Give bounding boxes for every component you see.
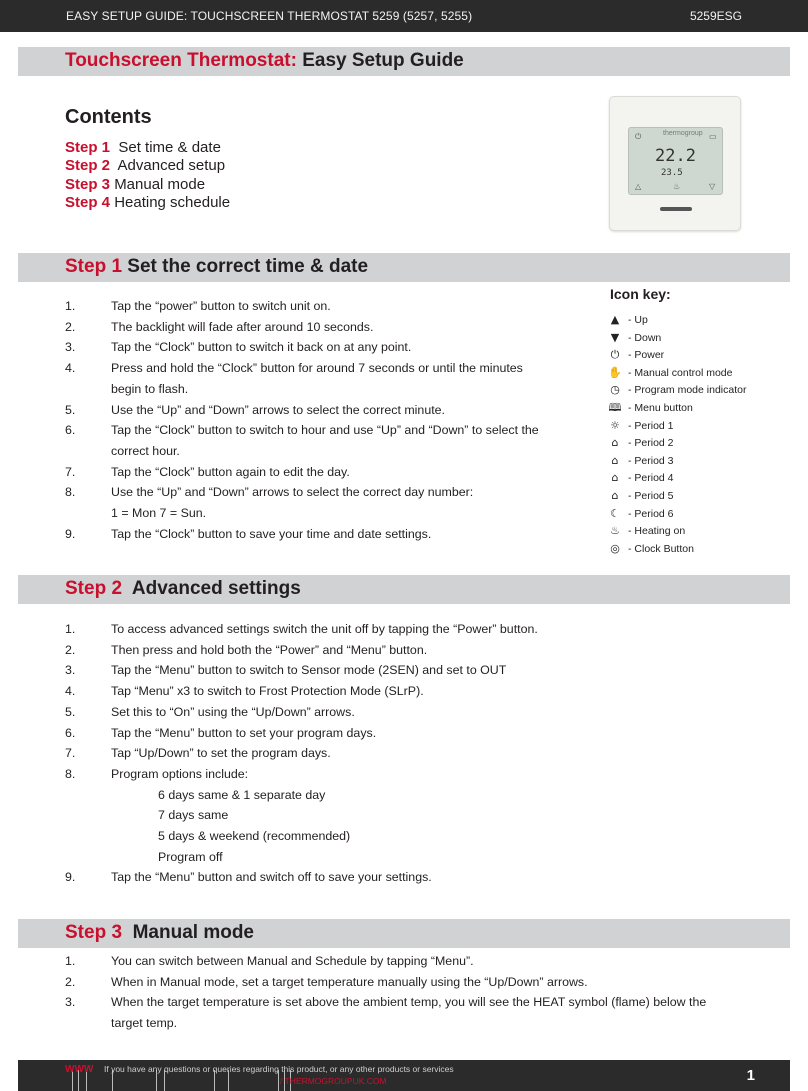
contents-item: Step 2 Advanced setup xyxy=(65,157,226,175)
up-arrow-icon: ▲ xyxy=(610,313,620,326)
title-band xyxy=(18,47,790,76)
list-item: 2. The backlight will fade after around 10 seconds. xyxy=(65,319,374,334)
list-item: 7. Tap the “Clock” button again to edit the day. xyxy=(65,464,350,479)
thermostat-brand: thermogroup xyxy=(663,130,703,137)
step1-list xyxy=(65,296,565,544)
page-title: Touchscreen Thermostat: Easy Setup Guide xyxy=(65,50,464,71)
menu-icon: ▭ xyxy=(709,132,717,141)
house-in-icon: ⌂ xyxy=(611,453,619,467)
list-item: 3. When the target temperature is set above the ambient temp, you will see the HEAT symbol (flame) below the target temp. xyxy=(65,995,707,1031)
house-out-icon: ⌂ xyxy=(611,436,619,450)
step3-title: Step 3 Manual mode xyxy=(65,922,254,943)
list-item: 1 = Mon 7 = Sun. xyxy=(111,506,207,521)
list-item: 5. Use the “Up” and “Down” arrows to select the correct minute. xyxy=(65,402,445,417)
step2-title: Step 2 Advanced settings xyxy=(65,578,301,599)
footer-url[interactable]: / THERMOGROUPUK.COM xyxy=(280,1076,387,1086)
down-arrow-icon: ▽ xyxy=(709,182,716,191)
icon-key-item: ◷ - Program mode indicator xyxy=(606,381,746,399)
step1-title: Step 1 Set the correct time & date xyxy=(65,256,369,277)
list-item: 9. Tap the “Clock” button to save your time and date settings. xyxy=(65,526,432,541)
list-item: 2. Then press and hold both the “Power” and “Menu” button. xyxy=(65,642,428,657)
icon-key-title: Icon key: xyxy=(610,286,671,302)
icon-key-item: ◎ - Clock Button xyxy=(606,540,746,558)
footer-bar xyxy=(18,1060,790,1091)
icon-key-item: ⌂ - Period 5 xyxy=(606,487,746,505)
program-option: 7 days same xyxy=(158,808,229,823)
guide-title: EASY SETUP GUIDE: TOUCHSCREEN THERMOSTAT 5259 (5257, 5255) xyxy=(66,9,473,23)
list-item: 1. To access advanced settings switch the unit off by tapping the “Power” button. xyxy=(65,622,538,636)
clock-button-icon: ◎ xyxy=(610,541,620,555)
icon-key-item: ▼ - Down xyxy=(606,329,746,347)
up-arrow-icon: △ xyxy=(635,182,642,191)
program-option: Program off xyxy=(158,849,223,864)
list-item: 3. Tap the “Clock” button to switch it back on at any point. xyxy=(65,340,412,355)
house-out2-icon: ⌂ xyxy=(611,488,619,502)
thermostat-temp-large: 22.2 xyxy=(655,146,696,166)
power-icon: ⏻ xyxy=(610,348,620,362)
thermostat-temp-small: 23.5 xyxy=(661,168,683,178)
list-item: 4. Press and hold the “Clock” button for around 7 seconds or until the minutes begin to flash. xyxy=(65,361,523,396)
step2-band xyxy=(18,575,790,604)
step2-list xyxy=(65,619,715,888)
flame-icon: ♨ xyxy=(673,182,681,191)
list-item: 3. Tap the “Menu” button to switch to Sensor mode (2SEN) and set to OUT xyxy=(65,663,507,678)
book-icon: 🕮 xyxy=(608,400,622,414)
thermostat-screen xyxy=(628,127,723,195)
thermostat-slot xyxy=(660,207,692,211)
list-item: 1. You can switch between Manual and Schedule by tapping “Menu”. xyxy=(65,954,474,968)
contents-item: Step 1 Set time & date xyxy=(65,139,221,156)
list-item: 1. Tap the “power” button to switch unit on. xyxy=(65,299,331,313)
step3-band xyxy=(18,919,790,948)
list-item: 2. When in Manual mode, set a target temperature manually using the “Up/Down” arrows. xyxy=(65,974,588,989)
icon-key-item: ✋ - Manual control mode xyxy=(606,364,746,382)
down-arrow-icon: ▼ xyxy=(610,330,620,344)
list-item: 8. Use the “Up” and “Down” arrows to select the correct day number: xyxy=(65,485,474,500)
power-icon: ⏻ xyxy=(635,132,642,141)
list-item: 7. Tap “Up/Down” to set the program days. xyxy=(65,746,331,761)
step3-list xyxy=(65,951,725,1034)
icon-key-item: ⌂ - Period 2 xyxy=(606,434,746,452)
list-item: 6. Tap the “Clock” button to switch to hour and use “Up” and “Down” to select the correct hour. xyxy=(65,423,539,458)
header-bar xyxy=(0,0,808,32)
list-item: 9. Tap the “Menu” button and switch off to save your settings. xyxy=(65,870,432,885)
thermostat-image xyxy=(609,96,741,231)
list-item: 8. Program options include: xyxy=(65,766,249,781)
list-item: 6. Tap the “Menu” button to set your program days. xyxy=(65,725,377,740)
icon-key-item: ▲ - Up xyxy=(606,311,746,329)
footer-message: If you have any questions or queries regarding this product, or any other products or services xyxy=(104,1064,454,1074)
contents-heading: Contents xyxy=(65,106,152,128)
document-code: 5259ESG xyxy=(689,9,742,23)
program-option: 5 days & weekend (recommended) xyxy=(158,829,351,844)
sun-icon: ☼ xyxy=(610,418,620,432)
contents-item: Step 4 Heating schedule xyxy=(65,193,231,211)
icon-key-item: ⌂ - Period 4 xyxy=(606,469,746,487)
clock-icon: ◷ xyxy=(610,383,620,397)
hand-icon: ✋ xyxy=(608,365,622,379)
flame-icon: ♨ xyxy=(610,524,620,538)
contents-item: Step 3 Manual mode xyxy=(65,175,206,193)
moon-icon: ☾ xyxy=(610,506,620,520)
icon-key-item: ☼ - Period 1 xyxy=(606,417,746,435)
icon-key-item: ☾ - Period 6 xyxy=(606,505,746,523)
list-item: 4. Tap “Menu” x3 to switch to Frost Protection Mode (SLrP). xyxy=(65,684,424,699)
icon-key-list xyxy=(606,311,746,557)
icon-key-item: ⏻ - Power xyxy=(606,346,746,364)
page-number: 1 xyxy=(746,1067,755,1084)
program-option: 6 days same & 1 separate day xyxy=(158,787,326,802)
footer-www: WWW xyxy=(65,1064,94,1075)
icon-key-item: 🕮 - Menu button xyxy=(606,399,746,417)
house-back-icon: ⌂ xyxy=(611,471,619,485)
icon-key-item: ⌂ - Period 3 xyxy=(606,452,746,470)
contents-list xyxy=(65,139,230,212)
icon-key-item: ♨ - Heating on xyxy=(606,522,746,540)
step1-band xyxy=(18,253,790,282)
list-item: 5. Set this to “On” using the “Up/Down” arrows. xyxy=(65,704,355,719)
